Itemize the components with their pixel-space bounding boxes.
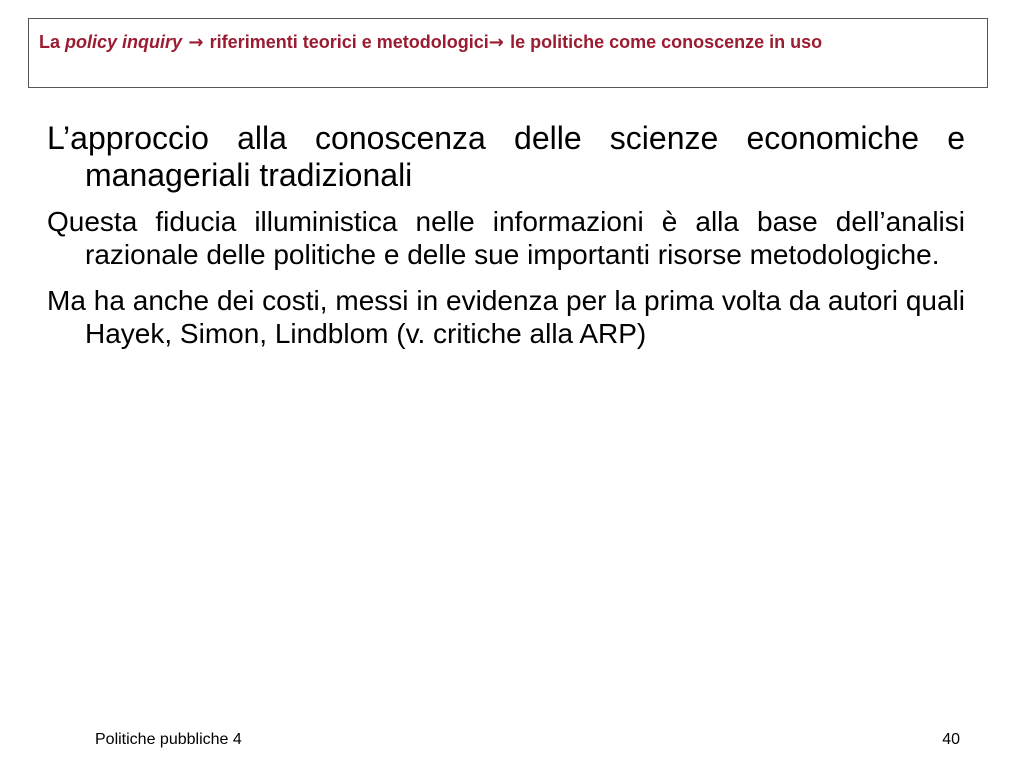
body-paragraph-2: Questa fiducia illuministica nelle informazioni è alla base dell’analisi razionale delle politiche e delle sue importanti risorse metodologiche. [47, 206, 965, 270]
title-part-politiche: le politiche come conoscenze in uso [510, 32, 823, 52]
slide-title [28, 18, 988, 88]
right-arrow-icon: → [488, 32, 511, 53]
right-arrow-icon: → [182, 32, 210, 53]
body-paragraph-3: Ma ha anche dei costi, messi in evidenza per la prima volta da autori quali Hayek, Simon, Lindblom (v. critiche alla ARP) [47, 285, 965, 349]
title-part-riferimenti: riferimenti teorici e metodologici [209, 32, 489, 52]
footer-course-label: Politiche pubbliche 4 [95, 731, 242, 748]
body-paragraph-1: L’approccio alla conoscenza delle scienze economiche e manageriali tradizionali [47, 120, 965, 193]
slide-body [47, 120, 965, 363]
footer-page-number: 40 [942, 731, 960, 748]
title-policy-inquiry: policy inquiry [65, 32, 183, 52]
title-part-la: La [39, 32, 66, 52]
